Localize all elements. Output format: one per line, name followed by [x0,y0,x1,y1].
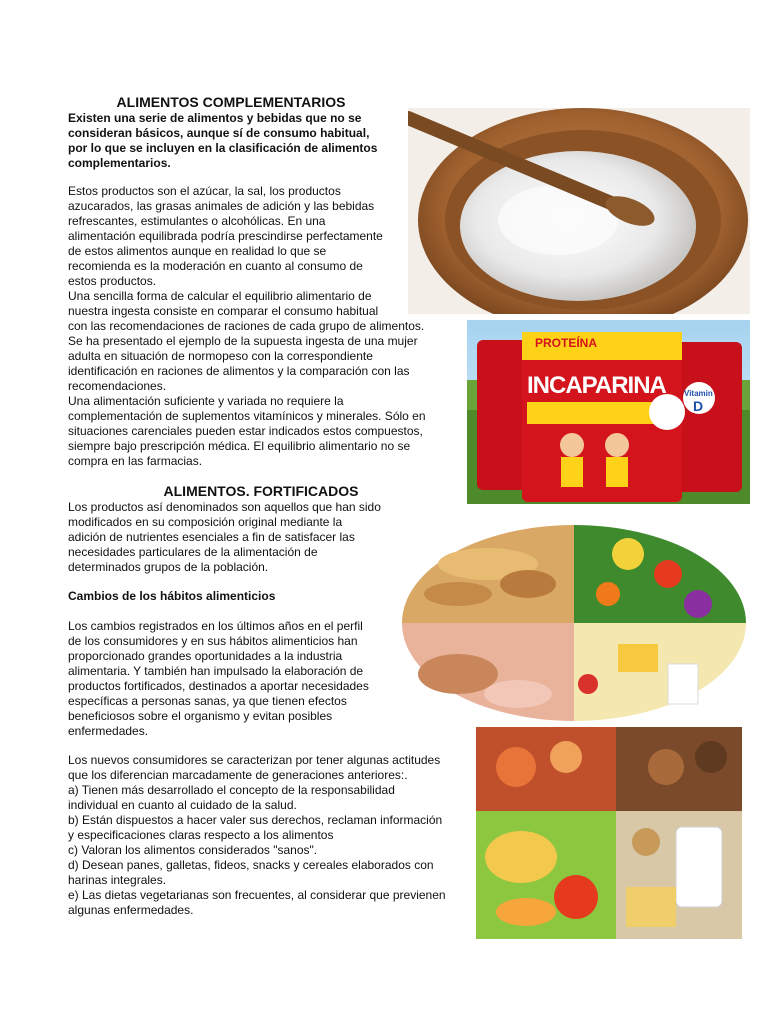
section2-paragraph-2: Los cambios registrados en los últimos años en el perfil de los consumidores y en sus hábitos alimenticios han proporcionado grandes oportunidades a la industria alimentaria. Y también han impulsado la elaboración de productos fortificados, destinados a aportar necesidades específicas a personas sanas, ya que tienen efectos beneficiosos sobre el organismo y evitan posibles enfermedades. [68,619,369,738]
section1-paragraph-1: Estos productos son el azúcar, la sal, los productos azucarados, las grasas animales de adición y las bebidas refrescantes, estimulantes o alcohólicas. En una alimentación equilibrada podría prescindirse perfectamente de estos alimentos aunque en realidad lo que se recomienda es la moderación en cuanto al consumo de estos productos. [68,184,383,288]
food-groups-wheel-image [398,524,750,722]
section1-intro: Existen una serie de alimentos y bebidas que no se consideran básicos, aunque sí de consumo habitual, por lo que se incluyen en la clasificación de alimentos complementarios. [68,111,378,170]
incaparina-brand: INCAPARINA [527,372,666,399]
section2-paragraph-3: Los nuevos consumidores se caracterizan por tener algunas actitudes que los diferencian marcadamente de generaciones anteriores:. a) Tienen más desarrollado el concepto de la responsabilidad individual en cuanto al cuidado de la salud. b) Están dispuestos a hacer valer sus derechos, reclaman información y especificaciones claras respecto a los alimentos c) Valoran los alimentos considerados "sanos". d) Desean panes, galletas, fideos, snacks y cereales elaborados con harinas integrales. e) Las dietas vegetarianas son frecuentes, al considerar que previenen algunas enfermedades. [68,753,446,917]
food-collage-image [476,727,742,939]
incaparina-vitamin-label: Vitamin [684,389,713,398]
section2-paragraph-1: Los productos así denominados son aquellos que han sido modificados en su composición original mediante la adición de nutrientes esenciales a fin de satisfacer las necesidades particulares de la alimentación de determinados grupos de la población. [68,500,381,574]
section1-paragraph-3: Una alimentación suficiente y variada no requiere la complementación de suplementos vitamínicos y minerales. Sólo en situaciones carenciales pueden estar indicados estos compuestos, siempre bajo prescripción médica. El equilibrio alimentario no se compra en las farmacias. [68,394,426,468]
section1-paragraph-2: Una sencilla forma de calcular el equilibrio alimentario de nuestra ingesta consiste en comparar el consumo habitual con las recomendaciones de raciones de cada grupo de alimentos. Se ha presentado el ejemplo de la supuesta ingesta de una mujer adulta en situación de normopeso con la correspondiente identificación en raciones de alimentos y la comparación con las recomendaciones. [68,289,425,393]
section1-title: ALIMENTOS COMPLEMENTARIOS [116,94,346,110]
section2-title: ALIMENTOS. FORTIFICADOS [163,483,359,499]
section2-subheading: Cambios de los hábitos alimenticios [68,589,276,603]
incaparina-tag: PROTEÍNA [535,336,598,350]
bowl-of-flour-image [408,108,750,314]
incaparina-vitamin-letter: D [693,398,704,414]
incaparina-packages-image [467,320,750,504]
